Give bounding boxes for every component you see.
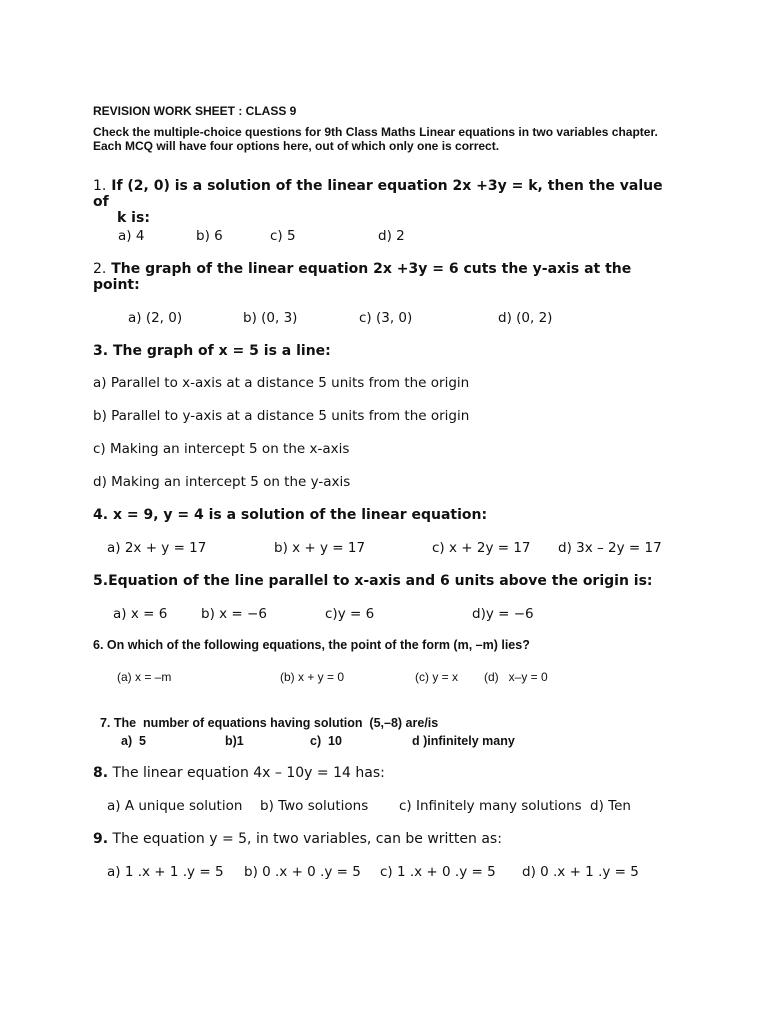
question-2-line-1: [93, 261, 631, 277]
question-9-text: The equation y = 5, in two variables, can be written as:: [112, 831, 502, 847]
question-6-option-a[interactable]: (a) x = –m: [117, 670, 172, 684]
question-2-number: 2.: [93, 261, 107, 277]
question-8-text: The linear equation 4x – 10y = 14 has:: [112, 765, 385, 781]
question-8-number: 8.: [93, 765, 109, 781]
question-3-line: [93, 343, 331, 359]
question-6-line: [93, 638, 530, 652]
question-3-text: The graph of x = 5 is a line:: [112, 343, 331, 359]
question-7-option-a[interactable]: a) 5: [121, 734, 147, 748]
question-7-option-b[interactable]: b)1: [225, 734, 244, 748]
question-7-option-d[interactable]: d )infinitely many: [412, 734, 515, 748]
question-2-line-2: point:: [93, 277, 140, 293]
question-5-option-d[interactable]: d)y = −6: [472, 606, 534, 622]
question-5-number: 5.: [93, 573, 109, 589]
question-3-option-d[interactable]: d) Making an intercept 5 on the y-axis: [93, 474, 351, 490]
question-3-number: 3.: [93, 343, 109, 359]
question-2-option-b[interactable]: b) (0, 3): [243, 310, 298, 326]
question-3-option-b[interactable]: b) Parallel to y-axis at a distance 5 units from the origin: [93, 408, 470, 424]
question-2-text: The graph of the linear equation 2x +3y = 6 cuts the y-axis at the: [111, 261, 632, 277]
question-8-option-d[interactable]: d) Ten: [590, 798, 631, 814]
question-1-option-b[interactable]: b) 6: [196, 228, 223, 244]
question-4-option-a[interactable]: a) 2x + y = 17: [107, 540, 207, 556]
question-2-option-c[interactable]: c) (3, 0): [359, 310, 413, 326]
question-5-option-a[interactable]: a) x = 6: [113, 606, 168, 622]
question-6-option-b[interactable]: (b) x + y = 0: [280, 670, 345, 684]
question-6-option-d[interactable]: (d) x–y = 0: [484, 670, 548, 684]
question-6-text: On which of the following equations, the point of the form (m, –m) lies?: [106, 638, 530, 652]
question-8-option-a[interactable]: a) A unique solution: [107, 798, 243, 814]
question-1-line-2: of: [93, 194, 109, 210]
question-2-option-d[interactable]: d) (0, 2): [498, 310, 553, 326]
question-9-option-d[interactable]: d) 0 .x + 1 .y = 5: [522, 864, 639, 880]
question-3-option-a[interactable]: a) Parallel to x-axis at a distance 5 units from the origin: [93, 375, 470, 391]
question-5-text: Equation of the line parallel to x-axis and 6 units above the origin is:: [108, 573, 653, 589]
question-7-text: The number of equations having solution (5,–8) are/is: [113, 716, 439, 730]
question-1-option-d[interactable]: d) 2: [378, 228, 405, 244]
question-4-option-d[interactable]: d) 3x – 2y = 17: [558, 540, 662, 556]
question-7-number: 7.: [99, 716, 111, 730]
question-8-option-b[interactable]: b) Two solutions: [260, 798, 369, 814]
question-6-number: 6.: [93, 638, 104, 652]
question-1-number: 1.: [93, 178, 107, 194]
question-2-option-a[interactable]: a) (2, 0): [128, 310, 183, 326]
question-9-option-a[interactable]: a) 1 .x + 1 .y = 5: [107, 864, 224, 880]
intro-line-1: Check the multiple-choice questions for 9th Class Maths Linear equations in two variables chapter.: [93, 125, 658, 139]
intro-line-2: Each MCQ will have four options here, out of which only one is correct.: [93, 139, 500, 153]
question-9-number: 9.: [93, 831, 109, 847]
question-4-option-c[interactable]: c) x + 2y = 17: [432, 540, 531, 556]
question-1-option-c[interactable]: c) 5: [270, 228, 296, 244]
question-6-option-c[interactable]: (c) y = x: [415, 670, 459, 684]
question-4-option-b[interactable]: b) x + y = 17: [274, 540, 366, 556]
question-1-text: If (2, 0) is a solution of the linear equation 2x +3y = k, then the value: [111, 178, 663, 194]
question-7-option-c[interactable]: c) 10: [310, 734, 342, 748]
question-9-line: [93, 831, 502, 847]
question-1-line-1: [93, 178, 663, 194]
question-7-line: [93, 702, 438, 730]
question-5-option-b[interactable]: b) x = −6: [201, 606, 267, 622]
question-9-option-c[interactable]: c) 1 .x + 0 .y = 5: [380, 864, 496, 880]
question-8-line: [93, 765, 385, 781]
question-1-line-3: k is:: [117, 210, 150, 226]
question-1-option-a[interactable]: a) 4: [118, 228, 145, 244]
worksheet-title: REVISION WORK SHEET : CLASS 9: [93, 104, 297, 118]
question-8-option-c[interactable]: c) Infinitely many solutions: [399, 798, 582, 814]
question-3-option-c[interactable]: c) Making an intercept 5 on the x-axis: [93, 441, 350, 457]
question-5-option-c[interactable]: c)y = 6: [325, 606, 375, 622]
question-5-line: [93, 573, 653, 589]
question-4-line: [93, 507, 487, 523]
question-4-text: x = 9, y = 4 is a solution of the linear equation:: [112, 507, 488, 523]
question-9-option-b[interactable]: b) 0 .x + 0 .y = 5: [244, 864, 361, 880]
question-4-number: 4.: [93, 507, 109, 523]
